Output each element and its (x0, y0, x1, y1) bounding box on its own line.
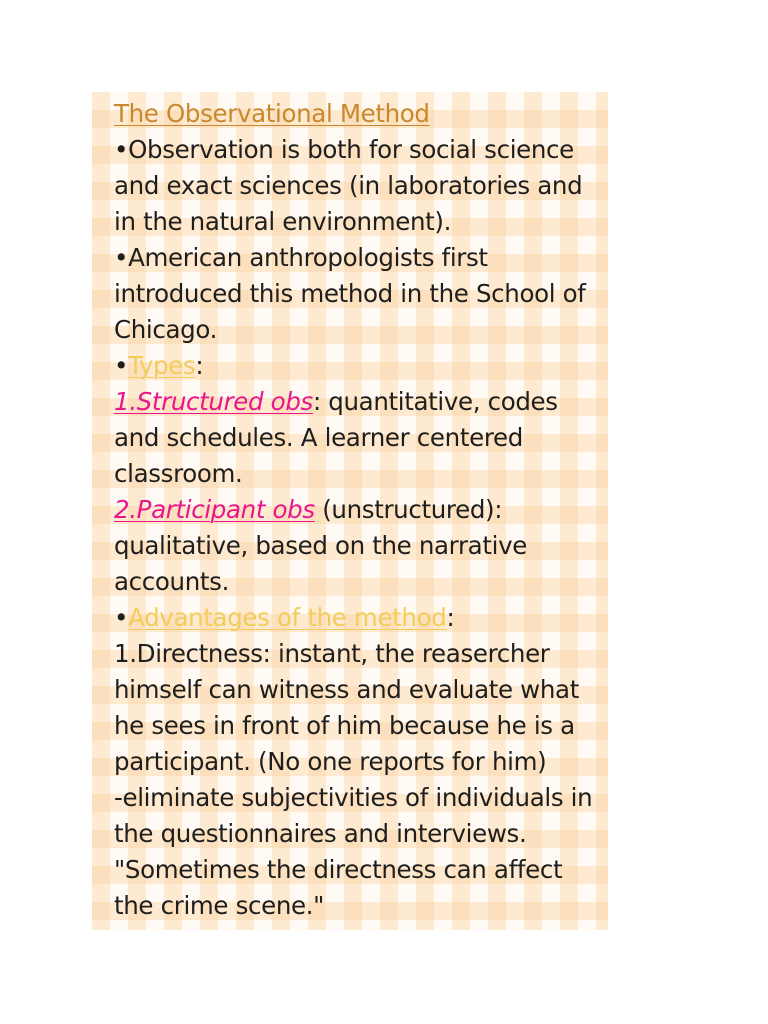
directness-quote: "Sometimes the directness can affect the crime scene." (114, 855, 563, 920)
advantage-directness: 1.Directness: instant, the reasercher himself can witness and evaluate what he sees in front of him because he is a participant. (No one reports for him) (114, 639, 579, 776)
advantage-eliminate-subjectivities: -eliminate subjectivities of individuals in the questionnaires and interviews. (114, 783, 593, 848)
type-structured-text: : quantitative, codes and schedules. A learner centered classroom. (114, 387, 558, 488)
types-colon: : (195, 351, 204, 380)
type-participant-label: 2.Participant obs (114, 495, 315, 524)
types-label: Types (128, 351, 196, 380)
type-structured-label: 1.Structured obs (114, 387, 313, 416)
advantages-label: Advantages of the method (128, 603, 447, 632)
advantages-heading (114, 600, 594, 636)
bullet-chicago-school: •American anthropologists first introduced this method in the School of Chicago. (114, 243, 586, 344)
bullet-observation-scope: •Observation is both for social science and exact sciences (in laboratories and in the natural environment). (114, 135, 583, 236)
advantages-colon: : (446, 603, 455, 632)
note-title: The Observational Method (114, 99, 430, 128)
types-bullet: • (114, 351, 129, 380)
type-participant-text: (unstructured): qualitative, based on the narrative accounts. (114, 495, 527, 596)
type-participant (114, 492, 594, 600)
type-structured (114, 384, 594, 492)
note-content (114, 96, 594, 924)
types-heading (114, 348, 594, 384)
advantages-bullet: • (114, 603, 129, 632)
